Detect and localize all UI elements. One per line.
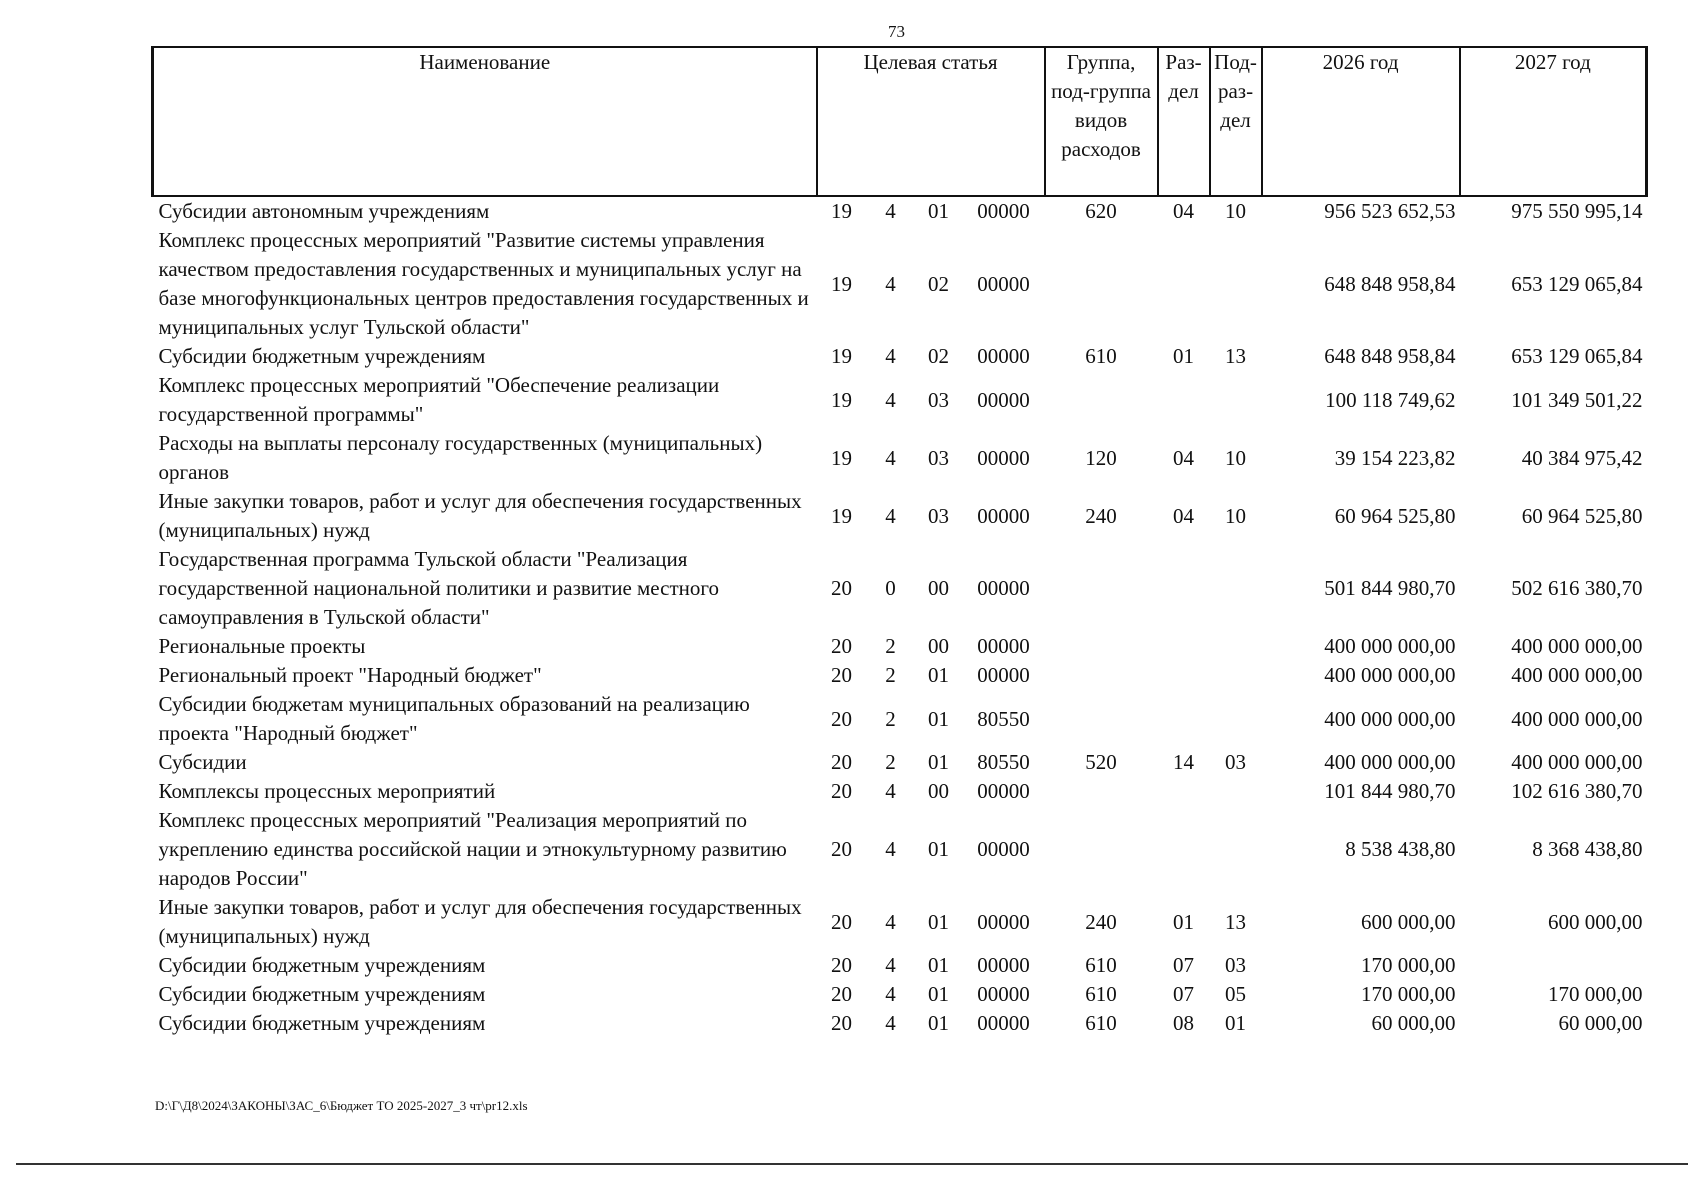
budget-table <box>151 46 1648 1038</box>
table-header-row <box>153 47 1647 196</box>
amount-2026: 648 848 958,84 <box>1324 271 1456 296</box>
subprogram-code: 4 <box>885 779 896 803</box>
subsection-code <box>1210 777 1262 806</box>
activity-code: 01 <box>928 837 949 861</box>
expense-group: 610 <box>1085 982 1117 1006</box>
subsection-code: 10 <box>1225 445 1247 470</box>
direction-code: 00000 <box>977 779 1030 803</box>
activity-code: 02 <box>928 271 949 296</box>
header-subsection: Под-раз-дел <box>1210 47 1262 196</box>
section-code <box>1158 661 1210 690</box>
row-name: Субсидии бюджетным учреждениям <box>158 1011 486 1035</box>
expense-group: 610 <box>1085 344 1117 368</box>
table-row <box>153 371 1647 429</box>
section-code: 04 <box>1173 503 1195 528</box>
direction-code: 00000 <box>977 576 1030 600</box>
footer-file-path: D:\Г\Д8\2024\ЗАКОНЫ\ЗАС_6\Бюджет ТО 2025-2027_3 чт\pr12.xls <box>155 1098 528 1113</box>
subsection-code: 05 <box>1225 982 1247 1006</box>
subprogram-code: 4 <box>885 953 896 977</box>
section-code: 14 <box>1173 750 1195 774</box>
row-name: Субсидии автономным учреждениям <box>158 199 490 223</box>
table-row <box>153 429 1647 487</box>
amount-2026: 8 538 438,80 <box>1345 837 1456 861</box>
activity-code: 01 <box>928 706 949 731</box>
expense-group: 610 <box>1085 1011 1117 1035</box>
amount-2026: 400 000 000,00 <box>1324 663 1456 687</box>
program-code: 19 <box>831 503 852 528</box>
activity-code: 00 <box>928 576 949 600</box>
row-name: Субсидии бюджетным учреждениям <box>158 344 486 368</box>
activity-code: 00 <box>928 634 949 658</box>
expense-group: 620 <box>1085 199 1117 223</box>
header-group: Группа, под-группа видов расходов <box>1045 47 1158 196</box>
amount-2027: 653 129 065,84 <box>1511 271 1643 296</box>
subprogram-code: 4 <box>885 837 896 861</box>
activity-code: 01 <box>928 982 949 1006</box>
row-name: Комплекс процессных мероприятий "Обеспечение реализации государственной программы" <box>158 373 720 426</box>
expense-group <box>1045 632 1158 661</box>
activity-code: 02 <box>928 344 949 368</box>
program-code: 20 <box>831 576 852 600</box>
subprogram-code: 2 <box>885 634 896 658</box>
subsection-code: 13 <box>1225 909 1247 934</box>
amount-2027: 60 964 525,80 <box>1521 503 1643 528</box>
amount-2027: 400 000 000,00 <box>1511 663 1643 687</box>
program-code: 20 <box>831 1011 852 1035</box>
row-name: Комплекс процессных мероприятий "Развитие системы управления качеством предоставления государственных и муниципальных услуг на базе многофункциональных центров предоставления государственных и муниципальных услуг Тульской области" <box>158 228 809 339</box>
row-name: Субсидии бюджетным учреждениям <box>158 982 486 1006</box>
amount-2027: 653 129 065,84 <box>1511 344 1643 368</box>
row-name: Региональные проекты <box>158 634 366 658</box>
subprogram-code: 4 <box>885 982 896 1006</box>
subprogram-code: 2 <box>885 750 896 774</box>
subsection-code: 10 <box>1225 503 1247 528</box>
table-row <box>153 951 1647 980</box>
section-code <box>1158 226 1210 342</box>
direction-code: 80550 <box>977 750 1030 774</box>
amount-2026: 400 000 000,00 <box>1324 750 1456 774</box>
page-number: 73 <box>888 22 905 41</box>
table-row <box>153 777 1647 806</box>
table-row <box>153 1009 1647 1038</box>
row-name: Иные закупки товаров, работ и услуг для обеспечения государственных (муниципальных) нужд <box>158 489 802 542</box>
row-name: Субсидии бюджетам муниципальных образований на реализацию проекта "Народный бюджет" <box>158 692 750 745</box>
table-row <box>153 748 1647 777</box>
direction-code: 00000 <box>977 663 1030 687</box>
section-code <box>1158 632 1210 661</box>
subprogram-code: 2 <box>885 706 896 731</box>
section-code: 01 <box>1173 909 1195 934</box>
activity-code: 03 <box>928 387 949 412</box>
expense-group: 240 <box>1085 503 1117 528</box>
table-row <box>153 632 1647 661</box>
row-name: Комплексы процессных мероприятий <box>158 779 496 803</box>
amount-2026: 39 154 223,82 <box>1334 445 1456 470</box>
amount-2027: 170 000,00 <box>1548 982 1643 1006</box>
expense-group <box>1045 777 1158 806</box>
expense-group <box>1045 661 1158 690</box>
activity-code: 00 <box>928 779 949 803</box>
expense-group <box>1045 226 1158 342</box>
activity-code: 01 <box>928 953 949 977</box>
amount-2027: 400 000 000,00 <box>1511 706 1643 731</box>
subprogram-code: 4 <box>885 387 896 412</box>
header-section: Раз-дел <box>1158 47 1210 196</box>
amount-2026: 170 000,00 <box>1361 953 1456 977</box>
table-row <box>153 661 1647 690</box>
amount-2027: 975 550 995,14 <box>1511 199 1643 223</box>
amount-2026: 101 844 980,70 <box>1324 779 1456 803</box>
program-code: 19 <box>831 445 852 470</box>
amount-2026: 600 000,00 <box>1361 909 1456 934</box>
subsection-code <box>1210 690 1262 748</box>
row-name: Субсидии <box>158 750 247 774</box>
activity-code: 01 <box>928 750 949 774</box>
amount-2026: 648 848 958,84 <box>1324 344 1456 368</box>
row-name: Иные закупки товаров, работ и услуг для обеспечения государственных (муниципальных) нужд <box>158 895 802 948</box>
activity-code: 03 <box>928 503 949 528</box>
table-row <box>153 226 1647 342</box>
row-name: Региональный проект "Народный бюджет" <box>158 663 542 687</box>
direction-code: 00000 <box>977 445 1030 470</box>
program-code: 20 <box>831 706 852 731</box>
amount-2027: 60 000,00 <box>1558 1011 1643 1035</box>
section-code: 07 <box>1173 953 1195 977</box>
amount-2026: 170 000,00 <box>1361 982 1456 1006</box>
direction-code: 00000 <box>977 634 1030 658</box>
expense-group: 520 <box>1085 750 1117 774</box>
subsection-code: 03 <box>1225 750 1247 774</box>
row-name: Комплекс процессных мероприятий "Реализация мероприятий по укреплению единства российской нации и этнокультурному развитию народов России" <box>158 808 787 890</box>
amount-2026: 400 000 000,00 <box>1324 634 1456 658</box>
subprogram-code: 4 <box>885 909 896 934</box>
activity-code: 01 <box>928 663 949 687</box>
amount-2026: 60 964 525,80 <box>1334 503 1456 528</box>
subsection-code <box>1210 661 1262 690</box>
activity-code: 03 <box>928 445 949 470</box>
program-code: 20 <box>831 634 852 658</box>
program-code: 20 <box>831 909 852 934</box>
program-code: 20 <box>831 663 852 687</box>
subprogram-code: 4 <box>885 503 896 528</box>
subsection-code <box>1210 806 1262 893</box>
subprogram-code: 4 <box>885 445 896 470</box>
program-code: 20 <box>831 750 852 774</box>
direction-code: 00000 <box>977 503 1030 528</box>
expense-group <box>1045 806 1158 893</box>
expense-group: 120 <box>1085 445 1117 470</box>
program-code: 20 <box>831 779 852 803</box>
section-code: 01 <box>1173 344 1195 368</box>
row-name: Субсидии бюджетным учреждениям <box>158 953 486 977</box>
program-code: 19 <box>831 344 852 368</box>
amount-2027: 400 000 000,00 <box>1511 750 1643 774</box>
amount-2026: 60 000,00 <box>1371 1011 1456 1035</box>
amount-2026: 501 844 980,70 <box>1324 576 1456 600</box>
section-code <box>1158 371 1210 429</box>
direction-code: 00000 <box>977 271 1030 296</box>
section-code: 08 <box>1173 1011 1195 1035</box>
amount-2027: 8 368 438,80 <box>1532 837 1643 861</box>
program-code: 20 <box>831 982 852 1006</box>
table-row <box>153 196 1647 226</box>
program-code: 19 <box>831 199 852 223</box>
direction-code: 00000 <box>977 387 1030 412</box>
expense-group <box>1045 545 1158 632</box>
subprogram-code: 4 <box>885 344 896 368</box>
amount-2027: 101 349 501,22 <box>1511 387 1643 412</box>
direction-code: 00000 <box>977 344 1030 368</box>
section-code <box>1158 806 1210 893</box>
subsection-code <box>1210 226 1262 342</box>
section-code <box>1158 545 1210 632</box>
amount-2026: 400 000 000,00 <box>1324 706 1456 731</box>
direction-code: 80550 <box>977 706 1030 731</box>
bottom-rule <box>16 1163 1688 1165</box>
table-row <box>153 545 1647 632</box>
header-name: Наименование <box>153 47 817 196</box>
expense-group <box>1045 690 1158 748</box>
program-code: 20 <box>831 953 852 977</box>
header-year-2026: 2026 год <box>1262 47 1460 196</box>
subsection-code: 10 <box>1225 199 1247 223</box>
program-code: 19 <box>831 387 852 412</box>
direction-code: 00000 <box>977 1011 1030 1035</box>
row-name: Расходы на выплаты персоналу государственных (муниципальных) органов <box>158 431 763 484</box>
subsection-code <box>1210 371 1262 429</box>
amount-2027 <box>1460 951 1647 980</box>
direction-code: 00000 <box>977 982 1030 1006</box>
direction-code: 00000 <box>977 199 1030 223</box>
program-code: 19 <box>831 271 852 296</box>
activity-code: 01 <box>928 909 949 934</box>
amount-2027: 502 616 380,70 <box>1511 576 1643 600</box>
subsection-code <box>1210 545 1262 632</box>
table-row <box>153 806 1647 893</box>
section-code <box>1158 777 1210 806</box>
subprogram-code: 0 <box>885 576 896 600</box>
expense-group <box>1045 371 1158 429</box>
subsection-code: 03 <box>1225 953 1247 977</box>
subsection-code <box>1210 632 1262 661</box>
section-code: 04 <box>1173 199 1195 223</box>
row-name: Государственная программа Тульской области "Реализация государственной национальной политики и развитие местного самоуправления в Тульской области" <box>158 547 719 629</box>
direction-code: 00000 <box>977 909 1030 934</box>
header-target-article: Целевая статья <box>817 47 1045 196</box>
activity-code: 01 <box>928 199 949 223</box>
subprogram-code: 4 <box>885 199 896 223</box>
expense-group: 240 <box>1085 909 1117 934</box>
activity-code: 01 <box>928 1011 949 1035</box>
expense-group: 610 <box>1085 953 1117 977</box>
subprogram-code: 4 <box>885 271 896 296</box>
table-row <box>153 487 1647 545</box>
amount-2027: 40 384 975,42 <box>1521 445 1643 470</box>
subsection-code: 13 <box>1225 344 1247 368</box>
header-year-2027: 2027 год <box>1460 47 1647 196</box>
subprogram-code: 2 <box>885 663 896 687</box>
section-code <box>1158 690 1210 748</box>
table-row <box>153 690 1647 748</box>
amount-2026: 956 523 652,53 <box>1324 199 1456 223</box>
amount-2026: 100 118 749,62 <box>1325 387 1456 412</box>
section-code: 04 <box>1173 445 1195 470</box>
amount-2027: 600 000,00 <box>1548 909 1643 934</box>
table-row <box>153 342 1647 371</box>
section-code: 07 <box>1173 982 1195 1006</box>
subsection-code: 01 <box>1225 1011 1247 1035</box>
amount-2027: 102 616 380,70 <box>1511 779 1643 803</box>
program-code: 20 <box>831 837 852 861</box>
direction-code: 00000 <box>977 953 1030 977</box>
direction-code: 00000 <box>977 837 1030 861</box>
subprogram-code: 4 <box>885 1011 896 1035</box>
table-body <box>153 196 1647 1038</box>
table-row <box>153 893 1647 951</box>
table-row <box>153 980 1647 1009</box>
amount-2027: 400 000 000,00 <box>1511 634 1643 658</box>
